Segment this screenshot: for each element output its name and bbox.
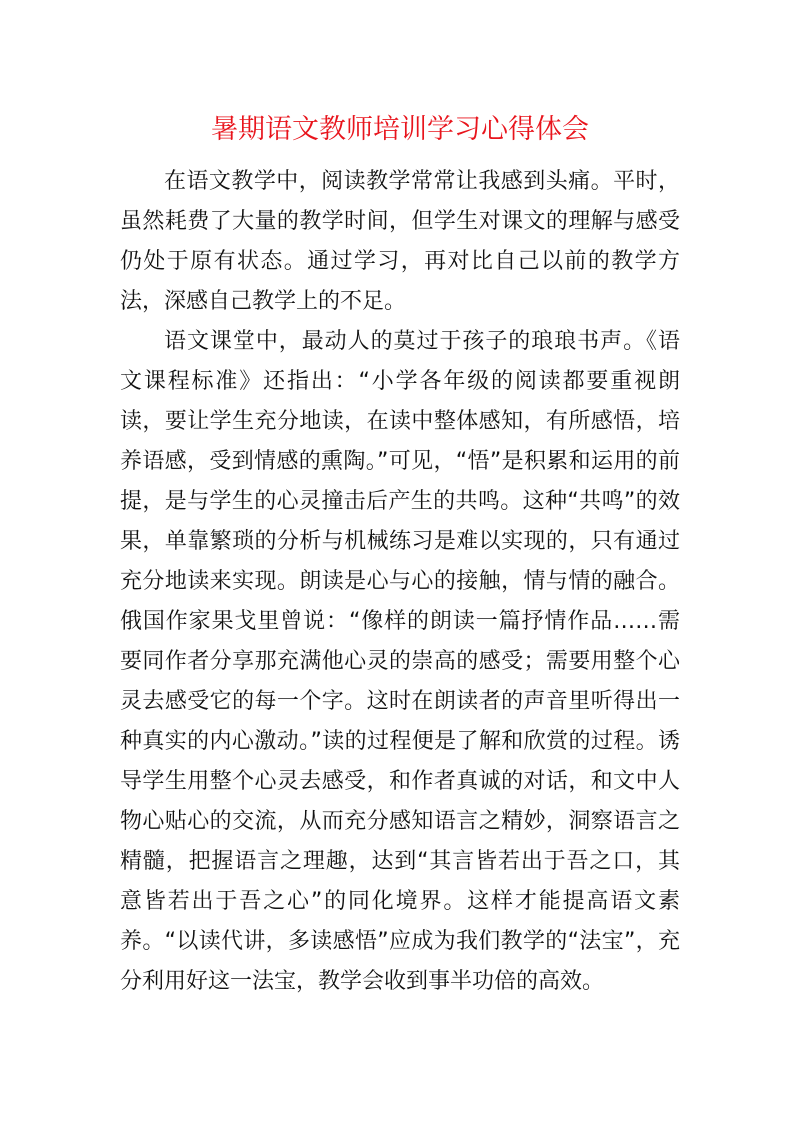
document-body	[120, 162, 680, 1002]
document-title: 暑期语文教师培训学习心得体会	[211, 114, 589, 145]
paragraph-reading-aloud: 语文课堂中，最动人的莫过于孩子的琅琅书声。《语文课程标准》还指出：“小学各年级的阅读都要重视朗读，要让学生充分地读，在读中整体感知，有所感悟，培养语感，受到情感的熏陶。”可见，“悟”是积累和运用的前提，是与学生的心灵撞击后产生的共鸣。这种“共鸣”的效果，单靠繁琐的分析与机械练习是难以实现的，只有通过充分地读来实现。朗读是心与心的接触，情与情的融合。俄国作家果戈里曾说：“像样的朗读一篇抒情作品……需要同作者分享那充满他心灵的崇高的感受；需要用整个心灵去感受它的每一个字。这时在朗读者的声音里听得出一种真实的内心激动。”读的过程便是了解和欣赏的过程。诱导学生用整个心灵去感受，和作者真诚的对话，和文中人物心贴心的交流，从而充分感知语言之精妙，洞察语言之精髓，把握语言之理趣，达到“其言皆若出于吾之口，其意皆若出于吾之心”的同化境界。这样才能提高语文素养。“以读代讲，多读感悟”应成为我们教学的“法宝”，充分利用好这一法宝，教学会收到事半功倍的高效。	[120, 329, 680, 994]
paragraph-reading-teaching: 在语文教学中，阅读教学常常让我感到头痛。平时，虽然耗费了大量的教学时间，但学生对课文的理解与感受仍处于原有状态。通过学习，再对比自己以前的教学方法，深感自己教学上的不足。	[120, 169, 680, 314]
